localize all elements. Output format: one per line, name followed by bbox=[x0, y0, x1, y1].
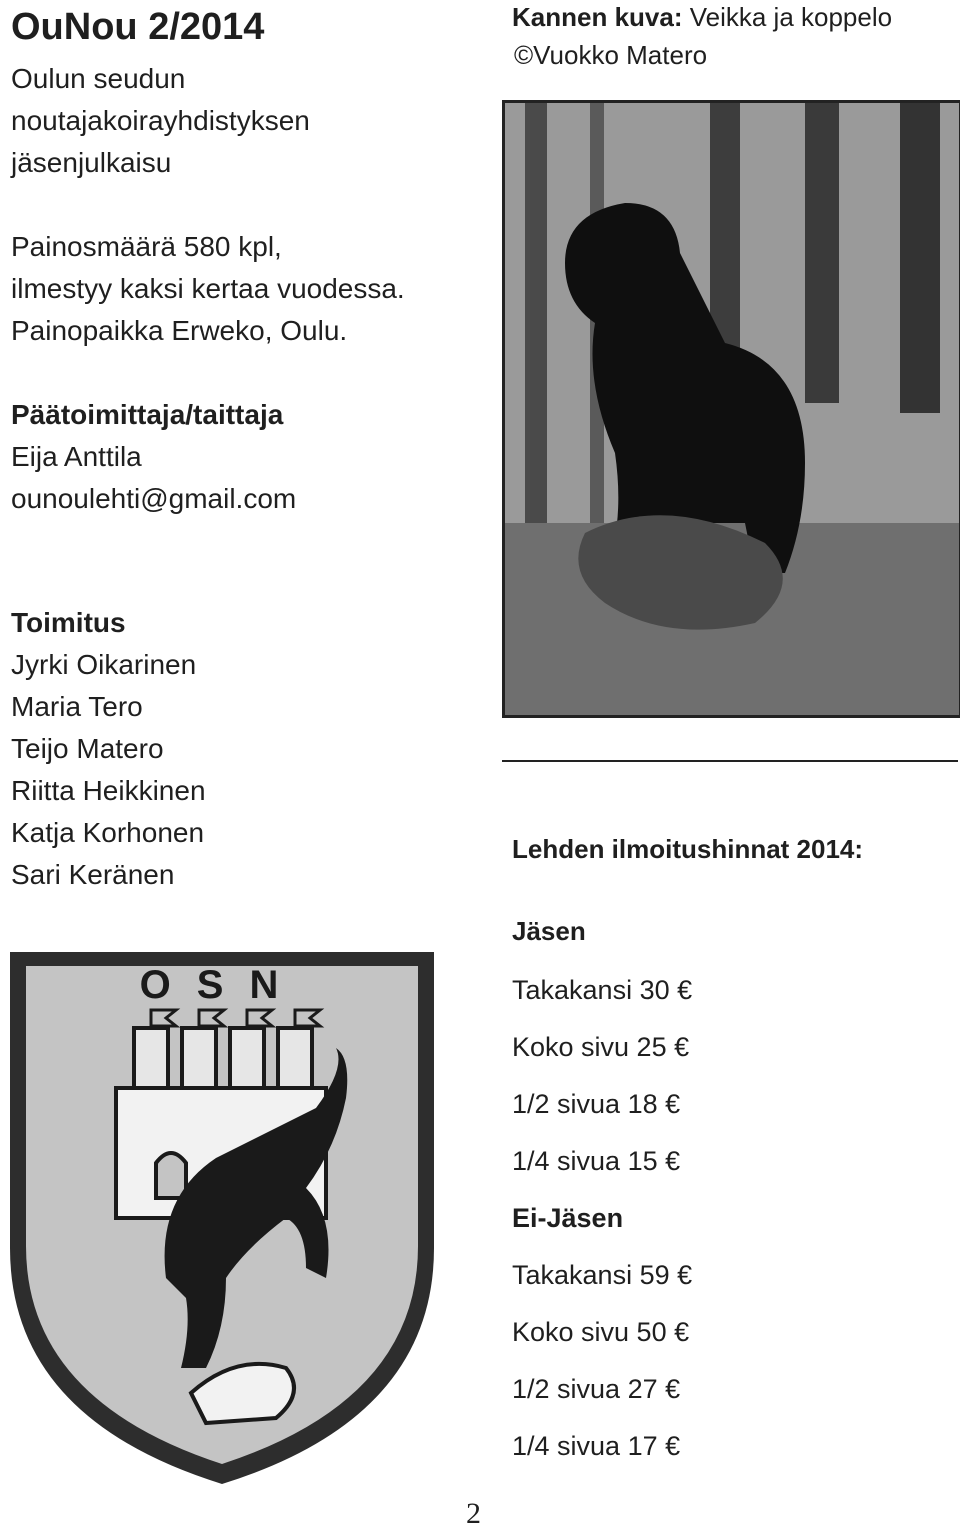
staff-member: Jyrki Oikarinen bbox=[11, 649, 197, 680]
subtitle-line: Oulun seudun bbox=[11, 63, 186, 94]
editor-email[interactable]: ounoulehti@gmail.com bbox=[11, 483, 297, 514]
club-crest-logo bbox=[6, 948, 438, 1488]
nonmember-price: Takakansi 59 € bbox=[512, 1260, 693, 1290]
nonmember-price: 1/2 sivua 27 € bbox=[512, 1374, 681, 1404]
cover-caption bbox=[512, 0, 892, 36]
member-price: 1/2 sivua 18 € bbox=[512, 1089, 681, 1119]
staff-heading: Toimitus bbox=[11, 607, 126, 638]
staff-member: Riitta Heikkinen bbox=[11, 775, 206, 806]
member-price: Koko sivu 25 € bbox=[512, 1032, 690, 1062]
subtitle-line: jäsenjulkaisu bbox=[11, 147, 172, 178]
cover-caption-text: Veikka ja koppelo bbox=[682, 2, 893, 32]
staff-member: Teijo Matero bbox=[11, 733, 164, 764]
cover-credit: ©Vuokko Matero bbox=[514, 40, 708, 70]
staff-member: Sari Keränen bbox=[11, 859, 175, 890]
member-heading: Jäsen bbox=[512, 916, 586, 946]
nonmember-price: 1/4 sivua 17 € bbox=[512, 1431, 681, 1461]
staff-member: Katja Korhonen bbox=[11, 817, 205, 848]
editor-heading: Päätoimittaja/taittaja bbox=[11, 399, 284, 430]
editor-name: Eija Anttila bbox=[11, 441, 142, 472]
ad-prices-heading: Lehden ilmoitushinnat 2014: bbox=[512, 834, 864, 864]
subtitle-line: noutajakoirayhdistyksen bbox=[11, 105, 310, 136]
print-info-line: ilmestyy kaksi kertaa vuodessa. bbox=[11, 273, 405, 304]
staff-member: Maria Tero bbox=[11, 691, 143, 722]
cover-label: Kannen kuva: bbox=[512, 2, 683, 32]
publication-title: OuNou 2/2014 bbox=[11, 6, 265, 48]
member-price: 1/4 sivua 15 € bbox=[512, 1146, 681, 1176]
cover-photo bbox=[502, 100, 960, 718]
nonmember-heading: Ei-Jäsen bbox=[512, 1203, 624, 1233]
divider bbox=[502, 760, 958, 762]
print-info-line: Painopaikka Erweko, Oulu. bbox=[11, 315, 348, 346]
print-info-line: Painosmäärä 580 kpl, bbox=[11, 231, 282, 262]
member-price: Takakansi 30 € bbox=[512, 975, 693, 1005]
nonmember-price: Koko sivu 50 € bbox=[512, 1317, 690, 1347]
crest-text: OSN bbox=[139, 963, 305, 1007]
page-number: 2 bbox=[466, 1497, 481, 1530]
